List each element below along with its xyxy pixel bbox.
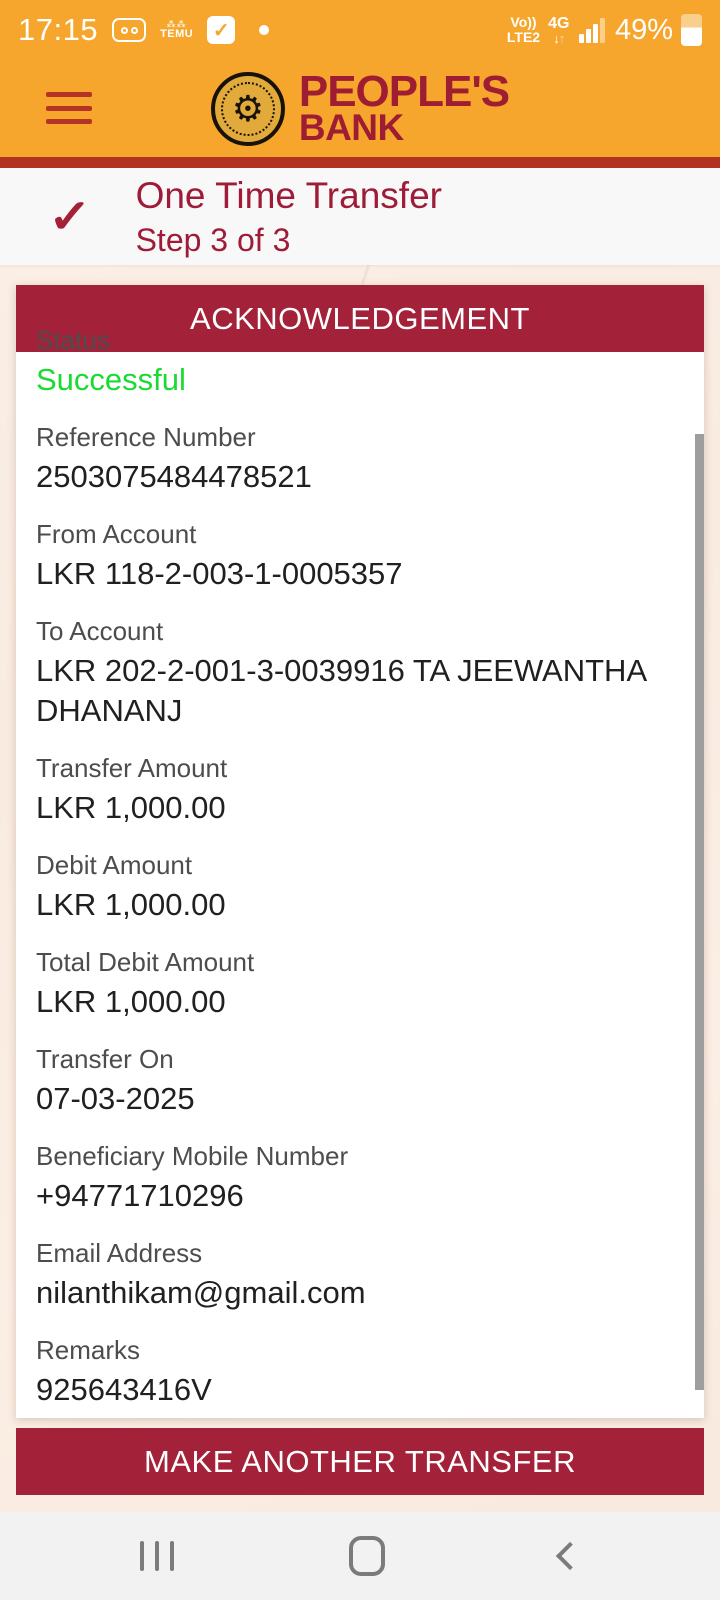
- acknowledgement-title: ACKNOWLEDGEMENT: [16, 285, 704, 352]
- field-to-account: To Account LKR 202-2-001-3-0039916 TA JEEWANTHA DHANANJ: [36, 616, 646, 728]
- signal-bars-icon: [579, 17, 605, 43]
- clock: 17:15: [18, 12, 99, 47]
- volte-icon: Vo)) LTE2: [506, 14, 541, 45]
- bank-logo-text: PEOPLE'S BANK: [298, 66, 510, 148]
- notification-dot-icon: [259, 25, 269, 35]
- voicemail-icon: [112, 18, 146, 42]
- step-indicator: Step 3 of 3: [135, 221, 291, 258]
- field-total-debit-amount: Total Debit Amount LKR 1,000.00: [36, 947, 255, 1019]
- field-from-account: From Account LKR 118-2-003-1-0005357: [36, 519, 403, 591]
- recent-apps-icon[interactable]: [140, 1541, 174, 1571]
- scrollbar[interactable]: [695, 434, 704, 1390]
- page-title: One Time Transfer: [135, 175, 442, 217]
- android-nav-bar: [0, 1512, 720, 1600]
- hamburger-menu-icon[interactable]: [46, 88, 92, 128]
- status-bar: [0, 0, 720, 60]
- field-status: Status Successful: [36, 324, 674, 400]
- header-divider-stripe: [0, 157, 720, 168]
- home-icon[interactable]: [349, 1536, 385, 1576]
- network-4g-icon: 4G ↓↑: [548, 14, 570, 46]
- step-header: [0, 168, 720, 265]
- make-another-transfer-button[interactable]: MAKE ANOTHER TRANSFER: [16, 1428, 704, 1495]
- bank-emblem-icon: ⚙: [211, 72, 285, 146]
- field-transfer-amount: Transfer Amount LKR 1,000.00: [36, 753, 228, 825]
- battery-icon: [681, 14, 702, 46]
- field-remarks: Remarks 925643416V: [36, 1335, 212, 1407]
- field-beneficiary-mobile: Beneficiary Mobile Number +94771710296: [36, 1141, 349, 1213]
- field-transfer-on: Transfer On 07-03-2025: [36, 1044, 195, 1116]
- peoples-bank-logo: [211, 66, 510, 148]
- app-header: [0, 60, 720, 157]
- checkmark-icon: ✓: [48, 190, 92, 243]
- battery-percent: 49%: [614, 13, 673, 46]
- back-icon[interactable]: [556, 1542, 584, 1570]
- field-email-address: Email Address nilanthikam@gmail.com: [36, 1238, 366, 1310]
- status-value: Successful: [36, 362, 186, 397]
- field-debit-amount: Debit Amount LKR 1,000.00: [36, 850, 226, 922]
- acknowledgement-details[interactable]: [16, 324, 704, 1407]
- acknowledgement-card: [16, 285, 704, 1418]
- checkbox-notification-icon: ✓: [207, 16, 235, 44]
- temu-notification-icon: ⁂⁂ TEMU: [160, 19, 194, 40]
- field-reference-number: Reference Number 2503075484478521: [36, 422, 312, 494]
